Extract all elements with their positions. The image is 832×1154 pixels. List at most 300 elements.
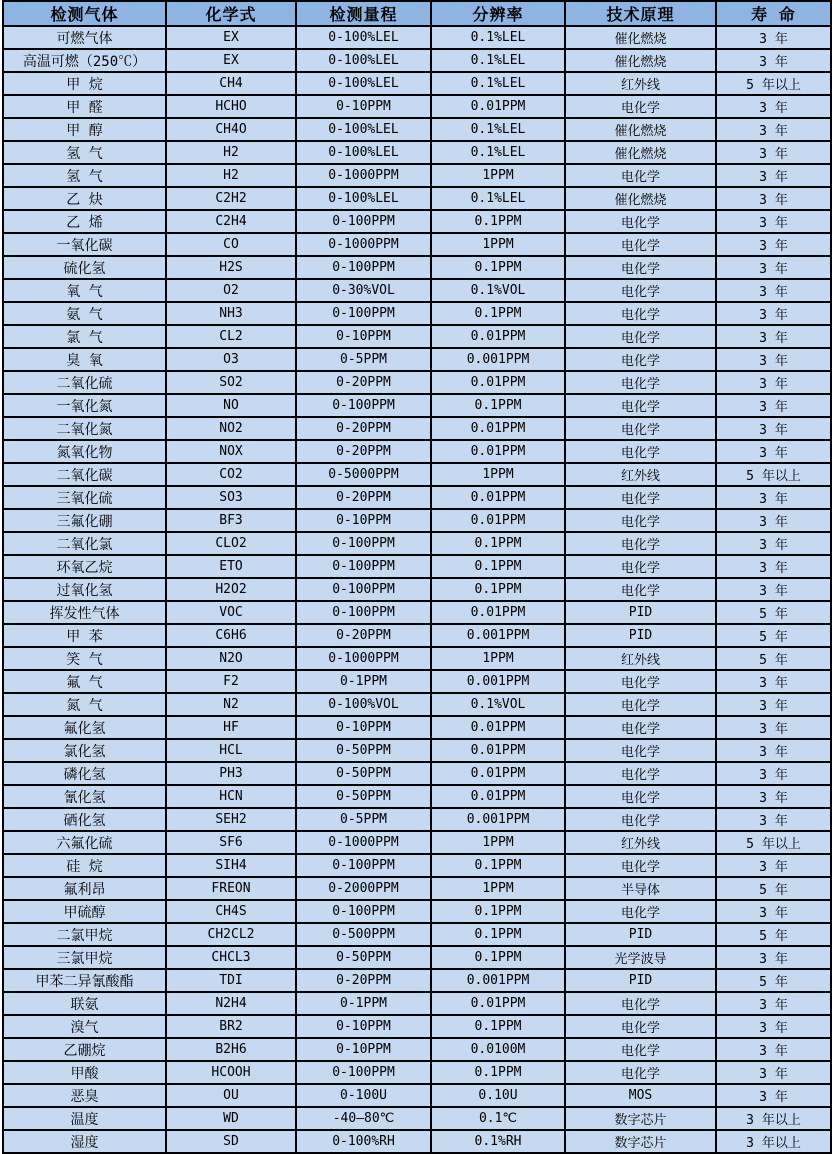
cell-resolution: 0.1%LEL xyxy=(431,72,565,95)
cell-gas-name: 硒化氢 xyxy=(3,808,166,831)
table-row xyxy=(3,900,831,923)
cell-lifespan: 5 年 xyxy=(716,969,831,992)
cell-technology: 电化学 xyxy=(565,302,716,325)
cell-technology: MOS xyxy=(565,1084,716,1107)
table-row xyxy=(3,371,831,394)
cell-gas-name: 硅 烷 xyxy=(3,854,166,877)
cell-lifespan: 3 年 xyxy=(716,1038,831,1061)
cell-gas-name: 乙 烯 xyxy=(3,210,166,233)
cell-gas-name: 氟 气 xyxy=(3,670,166,693)
cell-detection-range: 0-50PPM xyxy=(296,739,431,762)
cell-lifespan: 3 年 xyxy=(716,302,831,325)
cell-gas-name: 挥发性气体 xyxy=(3,601,166,624)
cell-lifespan: 3 年 xyxy=(716,26,831,49)
table-row xyxy=(3,946,831,969)
cell-detection-range: 0-20PPM xyxy=(296,417,431,440)
cell-gas-name: 六氟化硫 xyxy=(3,831,166,854)
cell-chemical-formula: O2 xyxy=(166,279,296,302)
cell-detection-range: 0-100PPM xyxy=(296,210,431,233)
cell-resolution: 0.01PPM xyxy=(431,509,565,532)
cell-technology: 电化学 xyxy=(565,808,716,831)
cell-lifespan: 3 年 xyxy=(716,1015,831,1038)
cell-lifespan: 3 年 xyxy=(716,785,831,808)
cell-gas-name: 甲 醇 xyxy=(3,118,166,141)
table-row xyxy=(3,693,831,716)
cell-chemical-formula: HCL xyxy=(166,739,296,762)
cell-resolution: 0.1PPM xyxy=(431,302,565,325)
cell-chemical-formula: SO3 xyxy=(166,486,296,509)
cell-gas-name: 氟化氢 xyxy=(3,716,166,739)
cell-technology: 数字芯片 xyxy=(565,1107,716,1130)
cell-technology: 电化学 xyxy=(565,532,716,555)
cell-lifespan: 3 年 xyxy=(716,325,831,348)
cell-detection-range: 0-10PPM xyxy=(296,95,431,118)
cell-detection-range: 0-50PPM xyxy=(296,785,431,808)
cell-detection-range: 0-1000PPM xyxy=(296,831,431,854)
cell-chemical-formula: SF6 xyxy=(166,831,296,854)
cell-detection-range: 0-20PPM xyxy=(296,486,431,509)
cell-chemical-formula: VOC xyxy=(166,601,296,624)
cell-resolution: 0.01PPM xyxy=(431,739,565,762)
cell-gas-name: 氟利昂 xyxy=(3,877,166,900)
cell-chemical-formula: HCHO xyxy=(166,95,296,118)
cell-technology: PID xyxy=(565,601,716,624)
cell-lifespan: 3 年 xyxy=(716,141,831,164)
table-row xyxy=(3,1130,831,1153)
cell-chemical-formula: HCOOH xyxy=(166,1061,296,1084)
cell-resolution: 0.1%VOL xyxy=(431,693,565,716)
cell-resolution: 0.01PPM xyxy=(431,785,565,808)
table-row xyxy=(3,49,831,72)
cell-lifespan: 3 年 xyxy=(716,486,831,509)
cell-gas-name: 氯 气 xyxy=(3,325,166,348)
table-row xyxy=(3,808,831,831)
cell-detection-range: 0-10PPM xyxy=(296,716,431,739)
column-header-detection-range: 检测量程 xyxy=(296,1,431,26)
cell-detection-range: 0-100PPM xyxy=(296,555,431,578)
cell-technology: 电化学 xyxy=(565,371,716,394)
cell-detection-range: 0-100PPM xyxy=(296,854,431,877)
cell-resolution: 0.1%LEL xyxy=(431,118,565,141)
cell-technology: 电化学 xyxy=(565,739,716,762)
cell-technology: 电化学 xyxy=(565,486,716,509)
cell-chemical-formula: H2O2 xyxy=(166,578,296,601)
cell-chemical-formula: NOX xyxy=(166,440,296,463)
cell-technology: 电化学 xyxy=(565,555,716,578)
cell-resolution: 0.1%LEL xyxy=(431,49,565,72)
cell-chemical-formula: EX xyxy=(166,26,296,49)
cell-gas-name: 甲 烷 xyxy=(3,72,166,95)
cell-technology: 电化学 xyxy=(565,417,716,440)
cell-chemical-formula: PH3 xyxy=(166,762,296,785)
cell-technology: 电化学 xyxy=(565,992,716,1015)
cell-lifespan: 3 年 xyxy=(716,946,831,969)
cell-technology: 电化学 xyxy=(565,509,716,532)
table-row xyxy=(3,210,831,233)
cell-detection-range: 0-100PPM xyxy=(296,256,431,279)
table-row xyxy=(3,877,831,900)
table-row xyxy=(3,532,831,555)
cell-resolution: 0.1PPM xyxy=(431,1015,565,1038)
cell-lifespan: 3 年 xyxy=(716,739,831,762)
cell-lifespan: 3 年 xyxy=(716,118,831,141)
table-row xyxy=(3,969,831,992)
cell-detection-range: 0-100%RH xyxy=(296,1130,431,1153)
cell-gas-name: 氢 气 xyxy=(3,141,166,164)
cell-gas-name: 高温可燃（250℃） xyxy=(3,49,166,72)
cell-technology: 电化学 xyxy=(565,1061,716,1084)
table-row xyxy=(3,716,831,739)
cell-resolution: 1PPM xyxy=(431,164,565,187)
table-row xyxy=(3,187,831,210)
cell-resolution: 0.1PPM xyxy=(431,210,565,233)
table-row xyxy=(3,26,831,49)
cell-technology: 电化学 xyxy=(565,233,716,256)
cell-chemical-formula: N2H4 xyxy=(166,992,296,1015)
cell-resolution: 0.1PPM xyxy=(431,532,565,555)
cell-gas-name: 硫化氢 xyxy=(3,256,166,279)
cell-detection-range: 0-1PPM xyxy=(296,670,431,693)
table-row xyxy=(3,1107,831,1130)
cell-technology: 电化学 xyxy=(565,95,716,118)
cell-lifespan: 3 年 xyxy=(716,716,831,739)
cell-gas-name: 可燃气体 xyxy=(3,26,166,49)
cell-chemical-formula: NO2 xyxy=(166,417,296,440)
cell-detection-range: 0-20PPM xyxy=(296,969,431,992)
cell-gas-name: 氰化氢 xyxy=(3,785,166,808)
cell-lifespan: 3 年 xyxy=(716,233,831,256)
cell-gas-name: 甲苯二异氰酸酯 xyxy=(3,969,166,992)
cell-chemical-formula: SIH4 xyxy=(166,854,296,877)
cell-gas-name: 一氧化碳 xyxy=(3,233,166,256)
cell-resolution: 0.1PPM xyxy=(431,854,565,877)
cell-resolution: 0.01PPM xyxy=(431,716,565,739)
cell-resolution: 1PPM xyxy=(431,463,565,486)
table-row xyxy=(3,1038,831,1061)
cell-technology: 电化学 xyxy=(565,164,716,187)
table-header xyxy=(3,1,831,26)
cell-resolution: 0.1PPM xyxy=(431,394,565,417)
cell-gas-name: 氢 气 xyxy=(3,164,166,187)
cell-resolution: 0.001PPM xyxy=(431,348,565,371)
cell-technology: 电化学 xyxy=(565,348,716,371)
cell-chemical-formula: HCN xyxy=(166,785,296,808)
cell-resolution: 0.01PPM xyxy=(431,371,565,394)
cell-chemical-formula: OU xyxy=(166,1084,296,1107)
cell-chemical-formula: CH4S xyxy=(166,900,296,923)
cell-technology: 电化学 xyxy=(565,279,716,302)
cell-technology: 红外线 xyxy=(565,831,716,854)
cell-technology: 电化学 xyxy=(565,1038,716,1061)
cell-detection-range: 0-1000PPM xyxy=(296,164,431,187)
cell-gas-name: 溴气 xyxy=(3,1015,166,1038)
cell-gas-name: 环氧乙烷 xyxy=(3,555,166,578)
table-row xyxy=(3,647,831,670)
table-row xyxy=(3,923,831,946)
cell-gas-name: 氮 气 xyxy=(3,693,166,716)
cell-detection-range: 0-100PPM xyxy=(296,1061,431,1084)
cell-lifespan: 5 年 xyxy=(716,601,831,624)
cell-technology: 催化燃烧 xyxy=(565,187,716,210)
table-row xyxy=(3,440,831,463)
cell-gas-name: 笑 气 xyxy=(3,647,166,670)
cell-chemical-formula: C2H4 xyxy=(166,210,296,233)
cell-resolution: 0.01PPM xyxy=(431,417,565,440)
cell-resolution: 0.1%LEL xyxy=(431,187,565,210)
cell-chemical-formula: N2O xyxy=(166,647,296,670)
cell-chemical-formula: C6H6 xyxy=(166,624,296,647)
cell-resolution: 0.01PPM xyxy=(431,440,565,463)
cell-resolution: 0.001PPM xyxy=(431,624,565,647)
table-row xyxy=(3,762,831,785)
cell-detection-range: 0-20PPM xyxy=(296,440,431,463)
cell-detection-range: 0-100%LEL xyxy=(296,49,431,72)
table-row xyxy=(3,831,831,854)
cell-technology: 催化燃烧 xyxy=(565,26,716,49)
cell-technology: 红外线 xyxy=(565,72,716,95)
cell-lifespan: 3 年 xyxy=(716,1061,831,1084)
column-header-gas-name: 检测气体 xyxy=(3,1,166,26)
cell-detection-range: 0-100PPM xyxy=(296,394,431,417)
cell-technology: 催化燃烧 xyxy=(565,141,716,164)
cell-detection-range: 0-100%LEL xyxy=(296,141,431,164)
cell-detection-range: 0-100%LEL xyxy=(296,72,431,95)
table-row xyxy=(3,578,831,601)
cell-resolution: 0.01PPM xyxy=(431,486,565,509)
cell-gas-name: 二氧化硫 xyxy=(3,371,166,394)
cell-chemical-formula: CHCL3 xyxy=(166,946,296,969)
cell-detection-range: 0-100PPM xyxy=(296,601,431,624)
cell-detection-range: 0-5000PPM xyxy=(296,463,431,486)
cell-chemical-formula: CH4O xyxy=(166,118,296,141)
table-body xyxy=(3,26,831,1153)
cell-gas-name: 甲 苯 xyxy=(3,624,166,647)
cell-gas-name: 甲 醛 xyxy=(3,95,166,118)
cell-resolution: 1PPM xyxy=(431,233,565,256)
gas-sensor-spec-table xyxy=(2,0,832,1154)
cell-resolution: 0.001PPM xyxy=(431,969,565,992)
cell-resolution: 0.1PPM xyxy=(431,900,565,923)
cell-lifespan: 3 年 xyxy=(716,348,831,371)
cell-detection-range: 0-5PPM xyxy=(296,348,431,371)
cell-technology: 红外线 xyxy=(565,647,716,670)
cell-resolution: 1PPM xyxy=(431,647,565,670)
cell-technology: 电化学 xyxy=(565,394,716,417)
cell-detection-range: 0-10PPM xyxy=(296,509,431,532)
cell-lifespan: 3 年 xyxy=(716,808,831,831)
table-row xyxy=(3,992,831,1015)
table-row xyxy=(3,417,831,440)
cell-chemical-formula: SD xyxy=(166,1130,296,1153)
cell-technology: 电化学 xyxy=(565,670,716,693)
cell-resolution: 0.001PPM xyxy=(431,670,565,693)
cell-lifespan: 5 年 xyxy=(716,624,831,647)
cell-technology: 电化学 xyxy=(565,440,716,463)
cell-resolution: 0.10U xyxy=(431,1084,565,1107)
cell-chemical-formula: CO2 xyxy=(166,463,296,486)
cell-detection-range: 0-1000PPM xyxy=(296,233,431,256)
cell-technology: 电化学 xyxy=(565,1015,716,1038)
cell-chemical-formula: SO2 xyxy=(166,371,296,394)
cell-gas-name: 二氯甲烷 xyxy=(3,923,166,946)
table-row xyxy=(3,1061,831,1084)
cell-chemical-formula: C2H2 xyxy=(166,187,296,210)
cell-detection-range: 0-1PPM xyxy=(296,992,431,1015)
cell-resolution: 0.0100M xyxy=(431,1038,565,1061)
cell-resolution: 0.1PPM xyxy=(431,1061,565,1084)
cell-detection-range: -40—80℃ xyxy=(296,1107,431,1130)
cell-technology: PID xyxy=(565,969,716,992)
cell-technology: 数字芯片 xyxy=(565,1130,716,1153)
cell-detection-range: 0-50PPM xyxy=(296,946,431,969)
cell-chemical-formula: BF3 xyxy=(166,509,296,532)
cell-detection-range: 0-1000PPM xyxy=(296,647,431,670)
cell-lifespan: 5 年 xyxy=(716,877,831,900)
table-row xyxy=(3,164,831,187)
cell-chemical-formula: BR2 xyxy=(166,1015,296,1038)
cell-lifespan: 3 年 xyxy=(716,440,831,463)
cell-gas-name: 氮氧化物 xyxy=(3,440,166,463)
cell-lifespan: 3 年以上 xyxy=(716,1130,831,1153)
cell-resolution: 0.1PPM xyxy=(431,923,565,946)
cell-technology: 电化学 xyxy=(565,785,716,808)
table-row xyxy=(3,509,831,532)
table-row xyxy=(3,302,831,325)
cell-chemical-formula: N2 xyxy=(166,693,296,716)
cell-resolution: 0.1%RH xyxy=(431,1130,565,1153)
cell-technology: 电化学 xyxy=(565,578,716,601)
cell-gas-name: 二氧化氮 xyxy=(3,417,166,440)
cell-gas-name: 一氧化氮 xyxy=(3,394,166,417)
cell-detection-range: 0-10PPM xyxy=(296,325,431,348)
cell-chemical-formula: B2H6 xyxy=(166,1038,296,1061)
cell-resolution: 0.01PPM xyxy=(431,762,565,785)
cell-lifespan: 3 年 xyxy=(716,279,831,302)
table-row xyxy=(3,279,831,302)
cell-lifespan: 3 年 xyxy=(716,1084,831,1107)
cell-lifespan: 5 年以上 xyxy=(716,831,831,854)
cell-gas-name: 二氧化碳 xyxy=(3,463,166,486)
cell-chemical-formula: TDI xyxy=(166,969,296,992)
table-row xyxy=(3,624,831,647)
cell-gas-name: 三氧化硫 xyxy=(3,486,166,509)
table-row xyxy=(3,256,831,279)
cell-chemical-formula: F2 xyxy=(166,670,296,693)
cell-technology: 催化燃烧 xyxy=(565,118,716,141)
table-row xyxy=(3,854,831,877)
cell-lifespan: 5 年以上 xyxy=(716,72,831,95)
cell-detection-range: 0-100PPM xyxy=(296,900,431,923)
table-row xyxy=(3,95,831,118)
cell-lifespan: 3 年 xyxy=(716,693,831,716)
table-row xyxy=(3,1015,831,1038)
cell-chemical-formula: NO xyxy=(166,394,296,417)
cell-technology: 半导体 xyxy=(565,877,716,900)
cell-resolution: 0.01PPM xyxy=(431,992,565,1015)
cell-chemical-formula: CH4 xyxy=(166,72,296,95)
table-row xyxy=(3,463,831,486)
table-row xyxy=(3,739,831,762)
cell-detection-range: 0-50PPM xyxy=(296,762,431,785)
column-header-lifespan: 寿 命 xyxy=(716,1,831,26)
cell-lifespan: 3 年以上 xyxy=(716,1107,831,1130)
cell-detection-range: 0-100%VOL xyxy=(296,693,431,716)
cell-lifespan: 3 年 xyxy=(716,578,831,601)
cell-chemical-formula: WD xyxy=(166,1107,296,1130)
cell-gas-name: 氨 气 xyxy=(3,302,166,325)
cell-chemical-formula: FREON xyxy=(166,877,296,900)
cell-resolution: 0.1%LEL xyxy=(431,141,565,164)
cell-technology: 电化学 xyxy=(565,693,716,716)
cell-lifespan: 3 年 xyxy=(716,854,831,877)
column-header-resolution: 分辨率 xyxy=(431,1,565,26)
cell-technology: 电化学 xyxy=(565,854,716,877)
cell-chemical-formula: H2 xyxy=(166,164,296,187)
table-row xyxy=(3,118,831,141)
cell-technology: PID xyxy=(565,624,716,647)
cell-gas-name: 磷化氢 xyxy=(3,762,166,785)
table-row xyxy=(3,348,831,371)
cell-resolution: 0.01PPM xyxy=(431,601,565,624)
cell-lifespan: 3 年 xyxy=(716,394,831,417)
column-header-chemical-formula: 化学式 xyxy=(166,1,296,26)
cell-gas-name: 二氧化氯 xyxy=(3,532,166,555)
table-row xyxy=(3,601,831,624)
cell-detection-range: 0-20PPM xyxy=(296,624,431,647)
cell-gas-name: 甲硫醇 xyxy=(3,900,166,923)
cell-chemical-formula: ETO xyxy=(166,555,296,578)
cell-technology: 电化学 xyxy=(565,325,716,348)
cell-resolution: 0.001PPM xyxy=(431,808,565,831)
table-row xyxy=(3,486,831,509)
cell-detection-range: 0-500PPM xyxy=(296,923,431,946)
cell-resolution: 0.01PPM xyxy=(431,95,565,118)
cell-gas-name: 氯化氢 xyxy=(3,739,166,762)
cell-chemical-formula: EX xyxy=(166,49,296,72)
cell-resolution: 0.1%VOL xyxy=(431,279,565,302)
cell-resolution: 0.1PPM xyxy=(431,555,565,578)
cell-gas-name: 氧 气 xyxy=(3,279,166,302)
cell-technology: 催化燃烧 xyxy=(565,49,716,72)
cell-lifespan: 3 年 xyxy=(716,670,831,693)
cell-detection-range: 0-5PPM xyxy=(296,808,431,831)
table-row xyxy=(3,394,831,417)
cell-chemical-formula: CL2 xyxy=(166,325,296,348)
cell-detection-range: 0-20PPM xyxy=(296,371,431,394)
cell-detection-range: 0-2000PPM xyxy=(296,877,431,900)
cell-chemical-formula: SEH2 xyxy=(166,808,296,831)
cell-gas-name: 臭 氧 xyxy=(3,348,166,371)
cell-technology: 光学波导 xyxy=(565,946,716,969)
table-row xyxy=(3,785,831,808)
header-row xyxy=(3,1,831,26)
table-row xyxy=(3,1084,831,1107)
cell-resolution: 1PPM xyxy=(431,831,565,854)
cell-lifespan: 5 年 xyxy=(716,647,831,670)
cell-gas-name: 恶臭 xyxy=(3,1084,166,1107)
cell-lifespan: 3 年 xyxy=(716,417,831,440)
cell-lifespan: 3 年 xyxy=(716,256,831,279)
cell-detection-range: 0-30%VOL xyxy=(296,279,431,302)
table-row xyxy=(3,141,831,164)
cell-lifespan: 5 年 xyxy=(716,923,831,946)
cell-detection-range: 0-100U xyxy=(296,1084,431,1107)
cell-gas-name: 三氯甲烷 xyxy=(3,946,166,969)
cell-lifespan: 5 年以上 xyxy=(716,463,831,486)
cell-chemical-formula: H2 xyxy=(166,141,296,164)
cell-chemical-formula: H2S xyxy=(166,256,296,279)
cell-lifespan: 3 年 xyxy=(716,187,831,210)
